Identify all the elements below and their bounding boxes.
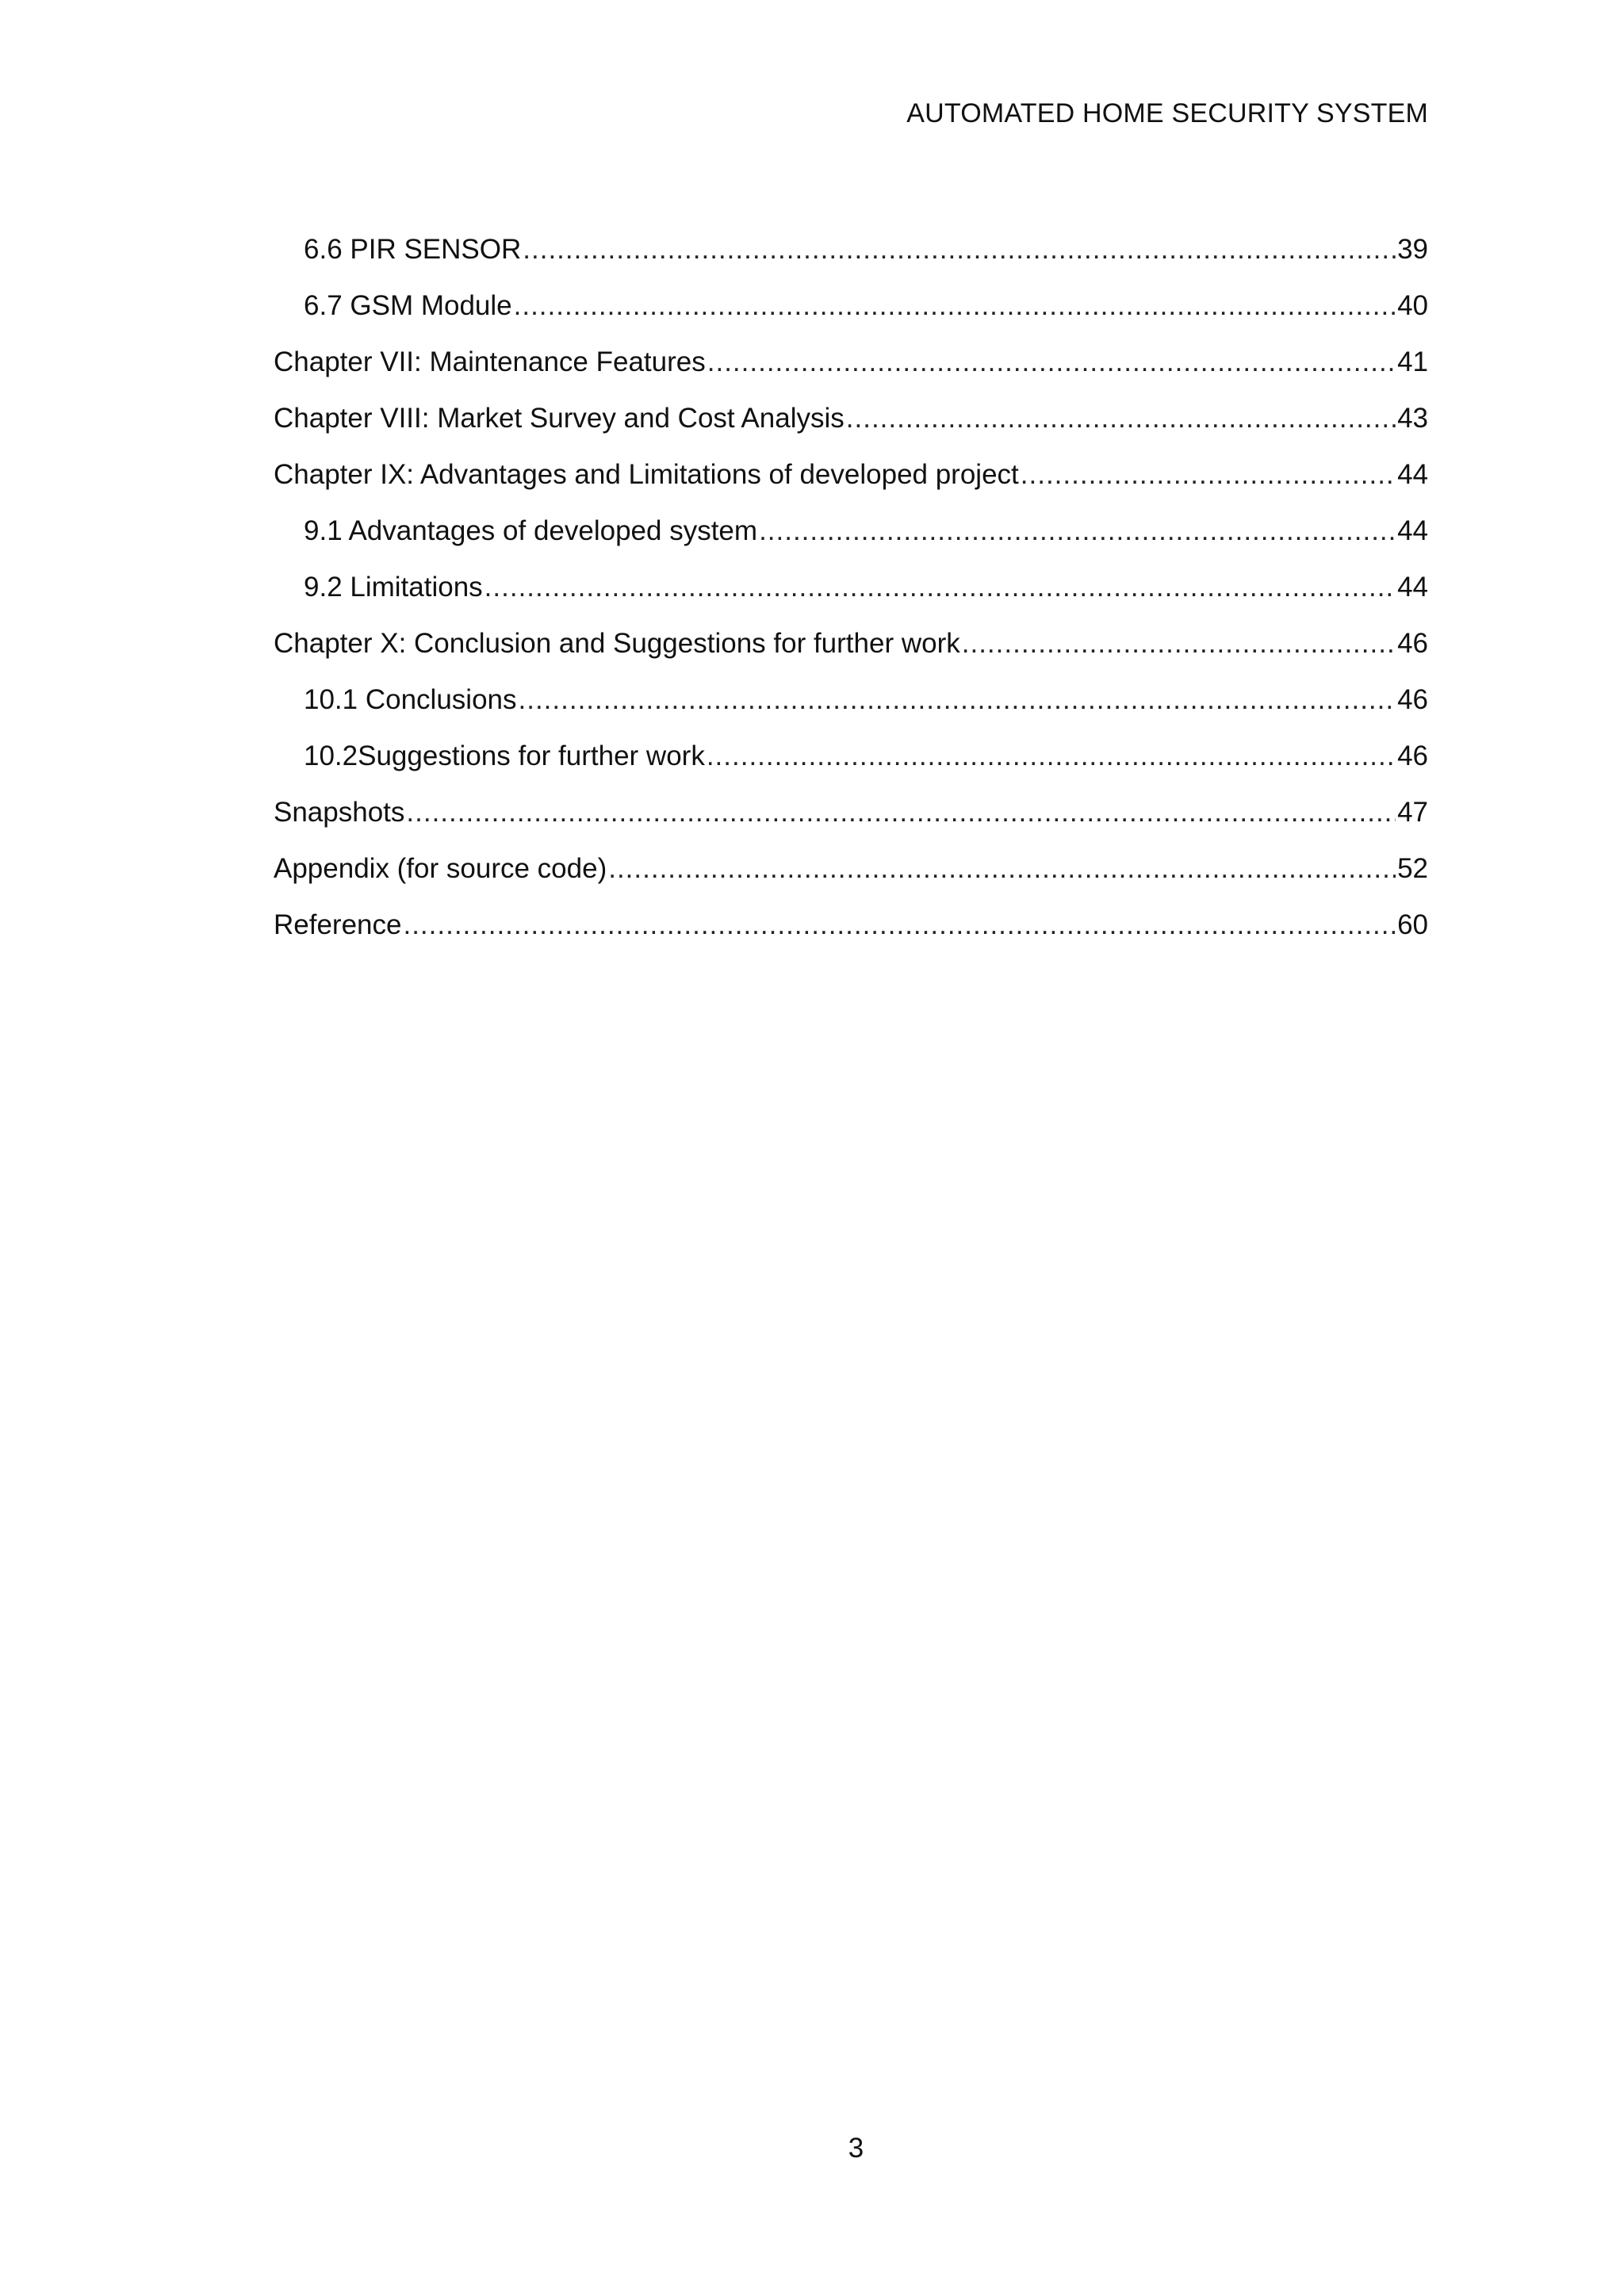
dot-leader — [759, 513, 1396, 549]
toc-entry-title: Reference — [274, 909, 402, 940]
dot-leader — [519, 682, 1396, 718]
toc-entry[interactable] — [274, 738, 1428, 794]
toc-entry-title: 6.6 PIR SENSOR — [304, 234, 522, 265]
toc-entry[interactable] — [274, 794, 1428, 851]
dot-leader — [403, 907, 1396, 943]
table-of-contents — [274, 232, 1428, 963]
toc-entry-title: Chapter X: Conclusion and Suggestions for further work — [274, 628, 960, 659]
toc-entry-title: 10.1 Conclusions — [304, 684, 517, 715]
toc-entry-title: Chapter VII: Maintenance Features — [274, 346, 706, 377]
dot-leader — [523, 232, 1396, 268]
toc-entry-title: Chapter IX: Advantages and Limitations of developed project — [274, 459, 1019, 490]
dot-leader — [514, 288, 1396, 324]
running-header: AUTOMATED HOME SECURITY SYSTEM — [906, 98, 1428, 128]
dot-leader — [707, 344, 1396, 381]
toc-entry[interactable] — [274, 344, 1428, 400]
toc-entry-page: 39 — [1397, 234, 1428, 265]
toc-entry-page: 44 — [1397, 515, 1428, 546]
toc-entry[interactable] — [274, 682, 1428, 738]
toc-entry[interactable] — [274, 569, 1428, 626]
toc-entry-page: 44 — [1397, 572, 1428, 603]
toc-entry-title: Appendix (for source code) — [274, 853, 607, 884]
toc-entry-title: 10.2Suggestions for further work — [304, 740, 705, 771]
toc-entry-title: Snapshots — [274, 797, 405, 828]
toc-entry[interactable] — [274, 513, 1428, 569]
page-number: 3 — [848, 2133, 864, 2164]
toc-entry-page: 46 — [1397, 628, 1428, 659]
toc-entry-title: 9.1 Advantages of developed system — [304, 515, 758, 546]
dot-leader — [707, 738, 1396, 775]
toc-entry-page: 47 — [1397, 797, 1428, 828]
toc-entry-page: 41 — [1397, 346, 1428, 377]
toc-entry-title: 6.7 GSM Module — [304, 290, 512, 321]
toc-entry-page: 46 — [1397, 684, 1428, 715]
toc-entry[interactable] — [274, 400, 1428, 457]
toc-entry-page: 40 — [1397, 290, 1428, 321]
dot-leader — [962, 626, 1396, 662]
toc-entry[interactable] — [274, 288, 1428, 344]
toc-entry[interactable] — [274, 851, 1428, 907]
dot-leader — [1021, 457, 1396, 493]
toc-entry[interactable] — [274, 626, 1428, 682]
toc-entry[interactable] — [274, 907, 1428, 963]
dot-leader — [485, 569, 1396, 606]
dot-leader — [846, 400, 1396, 437]
toc-entry-page: 43 — [1397, 403, 1428, 434]
toc-entry-page: 44 — [1397, 459, 1428, 490]
dot-leader — [406, 794, 1396, 831]
dot-leader — [608, 851, 1396, 887]
toc-entry[interactable] — [274, 457, 1428, 513]
toc-entry-page: 60 — [1397, 909, 1428, 940]
toc-entry-page: 52 — [1397, 853, 1428, 884]
toc-entry-title: 9.2 Limitations — [304, 572, 483, 603]
toc-entry[interactable] — [274, 232, 1428, 288]
toc-entry-page: 46 — [1397, 740, 1428, 771]
toc-entry-title: Chapter VIII: Market Survey and Cost Analysis — [274, 403, 845, 434]
